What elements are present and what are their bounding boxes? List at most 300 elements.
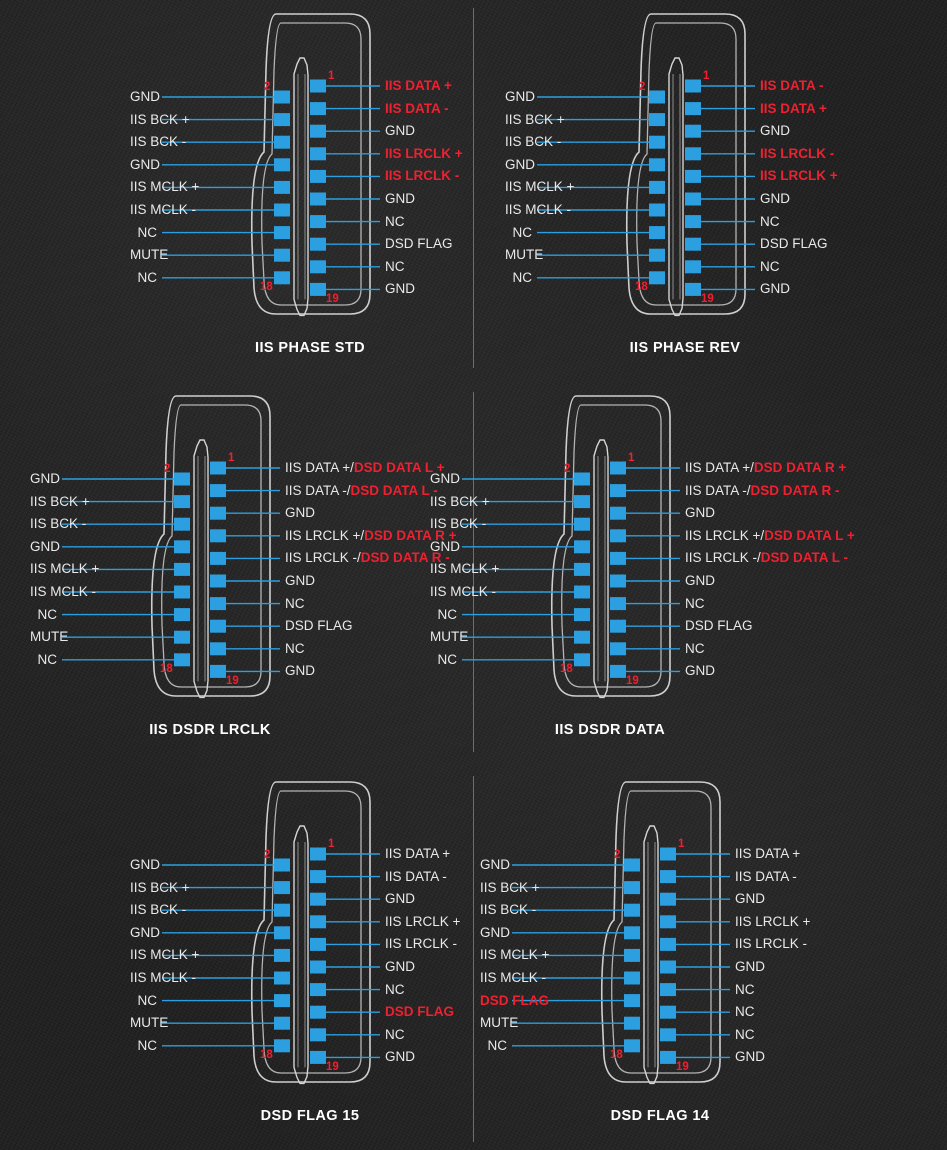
pin-label-primary: IIS LRCLK +	[385, 145, 463, 161]
pin-right-1	[210, 462, 226, 475]
pin-label-left-2: GND	[480, 857, 510, 872]
pin-label-right-5	[385, 124, 415, 138]
pin-left-4	[624, 881, 640, 894]
pin-label-left-6: IIS BCK -	[430, 516, 487, 532]
pin-label-right-17	[385, 260, 405, 274]
pin-label-primary: IIS LRCLK +/	[685, 527, 765, 543]
pin-left-18	[574, 653, 590, 666]
pin-label-left-12: IIS MCLK -	[480, 970, 547, 985]
pin-number-2: 2	[639, 81, 646, 93]
pin-label-primary: GND	[385, 959, 415, 974]
pin-label-right-3	[685, 484, 840, 498]
pin-right-19	[210, 665, 226, 678]
pin-left-8	[624, 926, 640, 939]
pin-number-19: 19	[701, 293, 714, 306]
pin-left-12	[624, 972, 640, 985]
pin-label-right-9	[685, 551, 848, 565]
pin-right-13	[685, 215, 701, 228]
pin-label-right-19	[685, 664, 715, 678]
pin-right-11	[685, 193, 701, 206]
pin-right-15	[685, 238, 701, 251]
pin-label-primary: GND	[735, 891, 765, 907]
pin-label-primary: IIS DATA -/	[285, 482, 351, 498]
pin-label-right-7	[685, 529, 855, 543]
pin-left-10	[624, 949, 640, 962]
pin-label-left-10: IIS MCLK +	[505, 179, 575, 195]
pin-label-left-8: GND	[505, 156, 535, 172]
pin-label-primary: IIS DATA +/	[685, 460, 754, 475]
pin-label-left-4: IIS BCK +	[130, 879, 190, 895]
pin-label-left-16: MUTE	[430, 629, 469, 645]
pin-label-right-11	[385, 960, 415, 974]
pin-left-18	[649, 271, 665, 284]
pin-right-9	[685, 170, 701, 183]
pin-right-3	[685, 102, 701, 115]
pin-right-5	[660, 893, 676, 906]
pin-label-right-7	[385, 915, 460, 929]
pin-right-15	[310, 1006, 326, 1019]
pin-label-primary: IIS LRCLK +/	[285, 527, 365, 543]
pin-label-right-3	[735, 870, 797, 884]
pin-label-primary: GND	[735, 1049, 765, 1065]
pin-left-6	[274, 904, 290, 917]
pin-right-1	[685, 80, 701, 93]
pin-left-12	[274, 972, 290, 985]
pin-label-right-15	[385, 1005, 454, 1019]
pin-label-alternate: DSD DATA R +	[753, 460, 847, 475]
pin-label-right-1	[285, 461, 445, 475]
pin-label-left-14: DSD FLAG	[480, 992, 549, 1008]
pin-label-alternate: DSD DATA L +	[764, 527, 855, 543]
pin-label-right-5	[760, 124, 790, 138]
pin-left-8	[274, 158, 290, 171]
pin-number-18: 18	[160, 662, 173, 675]
pin-left-14	[274, 994, 290, 1007]
pin-label-left-2: GND	[430, 471, 460, 486]
pin-label-left-12: IIS MCLK -	[30, 584, 97, 599]
pin-right-19	[610, 665, 626, 678]
pin-right-19	[310, 283, 326, 296]
pin-right-9	[210, 552, 226, 565]
pin-right-17	[685, 260, 701, 273]
pin-right-13	[310, 983, 326, 996]
pin-label-right-11	[735, 960, 765, 974]
pin-label-left-8: GND	[30, 538, 60, 554]
pin-right-7	[610, 529, 626, 542]
pin-label-left-2: GND	[130, 89, 160, 104]
pin-label-left-12: IIS MCLK -	[505, 202, 572, 217]
pin-right-19	[310, 1051, 326, 1064]
pin-label-right-3	[385, 870, 447, 884]
pin-left-10	[274, 949, 290, 962]
pin-number-1: 1	[628, 452, 635, 464]
pin-label-primary: NC	[685, 640, 705, 656]
pin-label-primary: GND	[760, 123, 790, 139]
pin-label-right-5	[685, 506, 715, 520]
pin-right-5	[310, 125, 326, 138]
pin-label-right-13	[685, 597, 705, 611]
pin-label-primary: IIS LRCLK +	[385, 913, 461, 929]
pin-label-primary: GND	[685, 505, 715, 521]
pin-label-right-7	[385, 147, 463, 161]
connector-drawing	[130, 8, 575, 348]
pin-label-primary: GND	[285, 573, 315, 588]
pin-label-left-6: IIS BCK -	[30, 516, 87, 532]
pin-label-left-10: IIS MCLK +	[480, 947, 550, 963]
pin-label-primary: IIS DATA +	[385, 78, 452, 93]
pin-left-14	[274, 226, 290, 239]
pin-left-10	[274, 181, 290, 194]
pin-label-right-9	[385, 169, 459, 183]
pin-left-8	[174, 540, 190, 553]
pin-number-18: 18	[610, 1048, 623, 1061]
pin-label-primary: IIS LRCLK +	[735, 913, 811, 929]
pin-label-left-4: IIS BCK +	[30, 493, 90, 509]
pin-right-5	[210, 507, 226, 520]
pin-number-2: 2	[264, 81, 271, 93]
pin-left-18	[274, 1039, 290, 1052]
pin-right-3	[310, 870, 326, 883]
pin-number-18: 18	[260, 1048, 273, 1061]
pin-label-right-13	[760, 215, 780, 229]
pin-label-right-1	[385, 847, 450, 861]
pin-label-right-17	[385, 1028, 405, 1042]
panel-caption-iis-phase-rev: IIS PHASE REV	[629, 340, 741, 356]
connector-drawing	[480, 776, 900, 1116]
pin-right-15	[660, 1006, 676, 1019]
pin-label-primary: IIS LRCLK -/	[685, 550, 761, 566]
pin-left-2	[574, 473, 590, 486]
pin-label-primary: GND	[385, 191, 415, 206]
pin-label-primary: GND	[735, 959, 765, 974]
pin-label-right-17	[735, 1028, 755, 1042]
pin-left-2	[649, 91, 665, 104]
pin-right-19	[685, 283, 701, 296]
pin-right-13	[210, 597, 226, 610]
pin-label-right-9	[735, 937, 807, 951]
pin-label-right-11	[385, 192, 415, 206]
pin-right-9	[660, 938, 676, 951]
pin-right-7	[310, 147, 326, 160]
pin-label-right-1	[685, 461, 846, 475]
pin-label-primary: DSD FLAG	[285, 618, 353, 634]
pin-right-17	[610, 642, 626, 655]
pin-label-left-4: IIS BCK +	[480, 879, 540, 895]
pin-left-8	[274, 926, 290, 939]
pin-number-19: 19	[326, 293, 339, 306]
pin-label-right-9	[760, 169, 838, 183]
pin-label-left-16: MUTE	[130, 1015, 169, 1031]
pin-label-right-9	[385, 937, 457, 951]
pin-label-primary: DSD FLAG	[385, 236, 453, 252]
pin-right-13	[310, 215, 326, 228]
pin-label-primary: IIS DATA +/	[285, 460, 354, 475]
pin-label-primary: NC	[735, 981, 755, 997]
pin-label-left-6: IIS BCK -	[505, 134, 562, 150]
pin-right-9	[310, 170, 326, 183]
pin-number-2: 2	[264, 849, 271, 861]
pin-number-18: 18	[560, 662, 573, 675]
pin-label-primary: IIS DATA -/	[685, 482, 751, 498]
pin-right-9	[610, 552, 626, 565]
pin-left-6	[274, 136, 290, 149]
pin-label-right-11	[285, 574, 315, 588]
pin-label-left-6: IIS BCK -	[130, 902, 187, 918]
pin-label-alternate: DSD DATA R +	[364, 527, 457, 543]
pin-number-1: 1	[228, 452, 235, 464]
pin-right-11	[660, 961, 676, 974]
pin-left-6	[174, 518, 190, 531]
pin-right-5	[610, 507, 626, 520]
pin-label-alternate: DSD DATA R -	[750, 482, 840, 498]
pin-label-left-12: IIS MCLK -	[430, 584, 497, 599]
pin-label-right-1	[385, 79, 452, 93]
pin-right-15	[210, 620, 226, 633]
pin-label-primary: GND	[760, 191, 790, 206]
pin-right-15	[610, 620, 626, 633]
pin-label-left-8: GND	[130, 156, 160, 172]
pin-left-4	[274, 881, 290, 894]
pin-number-19: 19	[676, 1061, 689, 1074]
pin-label-left-14: NC	[437, 606, 457, 622]
pin-label-right-17	[685, 642, 705, 656]
pin-label-left-2: GND	[505, 89, 535, 104]
pin-label-right-13	[385, 215, 405, 229]
pin-left-14	[174, 608, 190, 621]
pin-label-primary: NC	[385, 213, 405, 229]
pin-left-4	[274, 113, 290, 126]
pin-left-2	[274, 859, 290, 872]
pin-label-right-15	[385, 237, 453, 251]
pin-right-7	[310, 915, 326, 928]
pin-left-16	[574, 631, 590, 644]
connector-drawing	[505, 8, 925, 348]
pin-label-right-19	[385, 282, 415, 296]
pin-right-13	[610, 597, 626, 610]
connector-panel-iis-phase-std	[130, 8, 575, 378]
pin-label-alternate: DSD DATA L +	[353, 460, 445, 475]
pin-label-right-15	[760, 237, 828, 251]
pin-label-left-10: IIS MCLK +	[430, 561, 500, 577]
pin-left-8	[574, 540, 590, 553]
pin-label-primary: NC	[385, 981, 405, 997]
pin-label-left-16: MUTE	[30, 629, 69, 645]
pin-left-16	[649, 249, 665, 262]
pin-label-left-4: IIS BCK +	[505, 111, 565, 127]
pin-label-primary: NC	[735, 1004, 755, 1020]
connector-panel-iis-phase-rev	[505, 8, 925, 378]
pin-number-18: 18	[635, 280, 648, 293]
pin-right-11	[310, 193, 326, 206]
pin-label-primary: IIS DATA -	[760, 78, 824, 93]
pin-number-1: 1	[678, 838, 685, 850]
pin-label-right-5	[735, 892, 765, 906]
pin-left-10	[649, 181, 665, 194]
pin-label-right-19	[285, 664, 315, 678]
pin-right-13	[660, 983, 676, 996]
pin-left-16	[274, 1017, 290, 1030]
pin-label-right-5	[385, 892, 415, 906]
pin-label-primary: GND	[685, 663, 715, 679]
pin-left-12	[574, 586, 590, 599]
panel-caption-dsd-flag-15: DSD FLAG 15	[260, 1108, 360, 1124]
pin-label-primary: IIS DATA -	[385, 100, 449, 116]
pin-right-17	[210, 642, 226, 655]
pin-label-left-18: NC	[137, 1037, 157, 1053]
pin-label-left-2: GND	[130, 857, 160, 872]
pin-label-right-15	[685, 619, 753, 633]
pin-label-right-1	[760, 79, 824, 93]
pin-right-3	[210, 484, 226, 497]
pin-left-2	[174, 473, 190, 486]
pin-label-left-14: NC	[512, 224, 532, 240]
pin-right-1	[660, 848, 676, 861]
pin-right-17	[310, 1028, 326, 1041]
pin-label-left-18: NC	[37, 651, 57, 667]
pin-right-3	[660, 870, 676, 883]
pin-label-left-6: IIS BCK -	[480, 902, 537, 918]
pin-left-18	[174, 653, 190, 666]
pin-label-left-8: GND	[130, 924, 160, 940]
pin-label-right-7	[760, 147, 834, 161]
pin-label-left-16: MUTE	[480, 1015, 519, 1031]
pin-label-primary: IIS LRCLK -/	[285, 550, 361, 566]
pin-right-15	[310, 238, 326, 251]
pin-left-12	[649, 204, 665, 217]
pin-label-primary: IIS LRCLK -	[385, 168, 460, 184]
pin-right-3	[310, 102, 326, 115]
pin-number-2: 2	[564, 463, 571, 475]
pin-left-6	[624, 904, 640, 917]
pin-right-7	[685, 147, 701, 160]
panel-caption-dsd-flag-14: DSD FLAG 14	[610, 1108, 710, 1124]
pin-number-2: 2	[614, 849, 621, 861]
pin-label-right-13	[735, 983, 755, 997]
pin-label-left-18: NC	[487, 1037, 507, 1053]
pin-right-3	[610, 484, 626, 497]
pin-label-primary: GND	[760, 281, 790, 297]
pin-label-left-6: IIS BCK -	[130, 134, 187, 150]
pin-number-1: 1	[328, 70, 335, 82]
pin-number-1: 1	[328, 838, 335, 850]
pin-label-right-19	[735, 1050, 765, 1064]
pin-label-right-3	[385, 102, 449, 116]
pin-label-right-17	[285, 642, 305, 656]
pin-label-primary: GND	[285, 505, 315, 521]
pin-left-4	[174, 495, 190, 508]
pin-label-right-9	[285, 551, 450, 565]
pin-label-left-18: NC	[137, 269, 157, 285]
pin-label-left-2: GND	[30, 471, 60, 486]
pin-left-2	[624, 859, 640, 872]
pin-label-left-12: IIS MCLK -	[130, 970, 197, 985]
pin-label-primary: DSD FLAG	[760, 236, 828, 252]
pin-label-primary: IIS DATA -	[385, 868, 447, 884]
pin-label-primary: NC	[285, 640, 305, 656]
pin-label-primary: GND	[385, 891, 415, 907]
pin-left-16	[624, 1017, 640, 1030]
pin-right-11	[310, 961, 326, 974]
pin-label-left-8: GND	[480, 924, 510, 940]
pin-label-left-14: NC	[137, 224, 157, 240]
pin-label-primary: GND	[385, 123, 415, 139]
pin-right-17	[310, 260, 326, 273]
pin-right-1	[310, 848, 326, 861]
pin-label-right-13	[385, 983, 405, 997]
pin-left-10	[574, 563, 590, 576]
pin-left-6	[649, 136, 665, 149]
pin-left-2	[274, 91, 290, 104]
pin-label-primary: NC	[385, 258, 405, 274]
pin-right-11	[210, 575, 226, 588]
pin-label-left-10: IIS MCLK +	[130, 179, 200, 195]
pin-label-primary: NC	[385, 1026, 405, 1042]
pin-label-primary: NC	[760, 213, 780, 229]
pin-label-primary: IIS DATA +	[760, 100, 827, 116]
pin-label-primary: IIS LRCLK -	[735, 936, 808, 952]
pin-left-14	[574, 608, 590, 621]
panel-caption-iis-dsdr-lrclk: IIS DSDR LRCLK	[149, 722, 271, 738]
pin-label-primary: GND	[685, 573, 715, 588]
pin-label-right-11	[760, 192, 790, 206]
pin-left-18	[274, 271, 290, 284]
panel-caption-iis-phase-std: IIS PHASE STD	[255, 340, 365, 356]
pin-left-16	[274, 249, 290, 262]
connector-panel-iis-dsdr-lrclk	[30, 390, 457, 760]
pin-right-9	[310, 938, 326, 951]
pin-label-left-14: NC	[137, 992, 157, 1008]
pin-left-4	[574, 495, 590, 508]
pin-label-left-4: IIS BCK +	[130, 111, 190, 127]
pin-label-primary: IIS DATA -	[735, 868, 797, 884]
pin-left-10	[174, 563, 190, 576]
pin-label-alternate: DSD DATA L -	[350, 482, 438, 498]
connector-panel-dsd-flag-14	[480, 776, 900, 1146]
pin-left-14	[624, 994, 640, 1007]
pin-right-7	[210, 529, 226, 542]
pin-label-primary: IIS LRCLK -	[760, 145, 835, 161]
pin-number-19: 19	[326, 1061, 339, 1074]
pin-number-1: 1	[703, 70, 710, 82]
pin-left-12	[174, 586, 190, 599]
pin-label-right-13	[285, 597, 305, 611]
pin-label-alternate: DSD DATA R -	[360, 550, 450, 566]
pin-number-19: 19	[226, 675, 239, 688]
pin-label-primary: DSD FLAG	[385, 1004, 454, 1020]
pin-label-right-19	[385, 1050, 415, 1064]
pin-label-left-18: NC	[512, 269, 532, 285]
pin-right-17	[660, 1028, 676, 1041]
pin-right-19	[660, 1051, 676, 1064]
pin-left-16	[174, 631, 190, 644]
pin-left-4	[649, 113, 665, 126]
pin-label-primary: IIS LRCLK +	[760, 168, 838, 184]
pin-right-5	[310, 893, 326, 906]
pin-label-alternate: DSD DATA L -	[760, 550, 849, 566]
pin-label-right-17	[760, 260, 780, 274]
pin-label-primary: IIS LRCLK -	[385, 936, 458, 952]
pin-label-left-16: MUTE	[130, 247, 169, 263]
pin-left-18	[624, 1039, 640, 1052]
pin-label-primary: NC	[760, 258, 780, 274]
pin-right-1	[310, 80, 326, 93]
pin-label-left-4: IIS BCK +	[430, 493, 490, 509]
pin-right-5	[685, 125, 701, 138]
pin-label-right-11	[685, 574, 715, 588]
pin-label-right-5	[285, 506, 315, 520]
pin-label-left-8: GND	[430, 538, 460, 554]
pin-label-primary: GND	[285, 663, 315, 679]
